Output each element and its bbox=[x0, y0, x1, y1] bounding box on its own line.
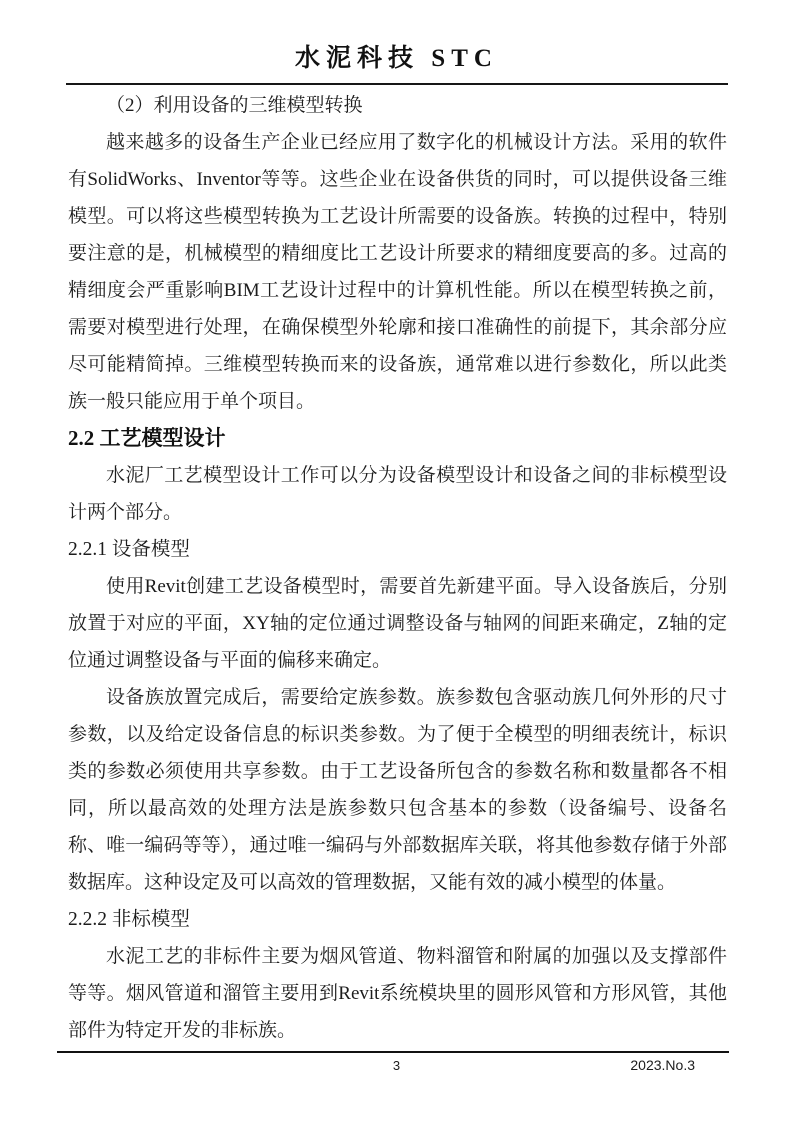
document-body bbox=[68, 87, 727, 1049]
paragraph-list-item: （2）利用设备的三维模型转换 bbox=[106, 95, 363, 116]
paragraph: 水泥厂工艺模型设计工作可以分为设备模型设计和设备之间的非标模型设计两个部分。 bbox=[68, 465, 727, 523]
paragraph: 使用Revit创建工艺设备模型时，需要首先新建平面。导入设备族后，分别放置于对应的平面，XY轴的定位通过调整设备与轴网的间距来确定，Z轴的定位通过调整设备与平面的偏移来确定。 bbox=[68, 576, 727, 671]
journal-title: 水泥科技 STC bbox=[295, 45, 498, 72]
subsection-heading-2-2-2: 2.2.2 非标模型 bbox=[68, 909, 190, 930]
footer-rule bbox=[57, 1051, 729, 1053]
issue-number: 2023.No.3 bbox=[630, 1057, 695, 1073]
subsection-heading-2-2-1: 2.2.1 设备模型 bbox=[68, 539, 190, 560]
header-rule bbox=[66, 83, 728, 85]
page-number: 3 bbox=[392, 1058, 401, 1073]
paragraph: 越来越多的设备生产企业已经应用了数字化的机械设计方法。采用的软件有SolidWorks、Inventor等等。这些企业在设备供货的同时，可以提供设备三维模型。可以将这些模型转换为工艺设计所需要的设备族。转换的过程中，特别要注意的是，机械模型的精细度比工艺设计所要求的精细度要高的多。过高的精细度会严重影响BIM工艺设计过程中的计算机性能。所以在模型转换之前，需要对模型进行处理，在确保模型外轮廓和接口准确性的前提下，其余部分应尽可能精简掉。三维模型转换而来的设备族，通常难以进行参数化，所以此类族一般只能应用于单个项目。 bbox=[68, 132, 727, 412]
section-heading-2-2: 2.2 工艺模型设计 bbox=[68, 426, 226, 450]
paragraph: 设备族放置完成后，需要给定族参数。族参数包含驱动族几何外形的尺寸参数，以及给定设备信息的标识类参数。为了便于全模型的明细表统计，标识类的参数必须使用共享参数。由于工艺设备所包含的参数名称和数量都各不相同，所以最高效的处理方法是族参数只包含基本的参数（设备编号、设备名称、唯一编码等等），通过唯一编码与外部数据库关联，将其他参数存储于外部数据库。这种设定及可以高效的管理数据，又能有效的减小模型的体量。 bbox=[68, 687, 727, 893]
paragraph: 水泥工艺的非标件主要为烟风管道、物料溜管和附属的加强以及支撑部件等等。烟风管道和溜管主要用到Revit系统模块里的圆形风管和方形风管，其他部件为特定开发的非标族。 bbox=[68, 946, 727, 1041]
